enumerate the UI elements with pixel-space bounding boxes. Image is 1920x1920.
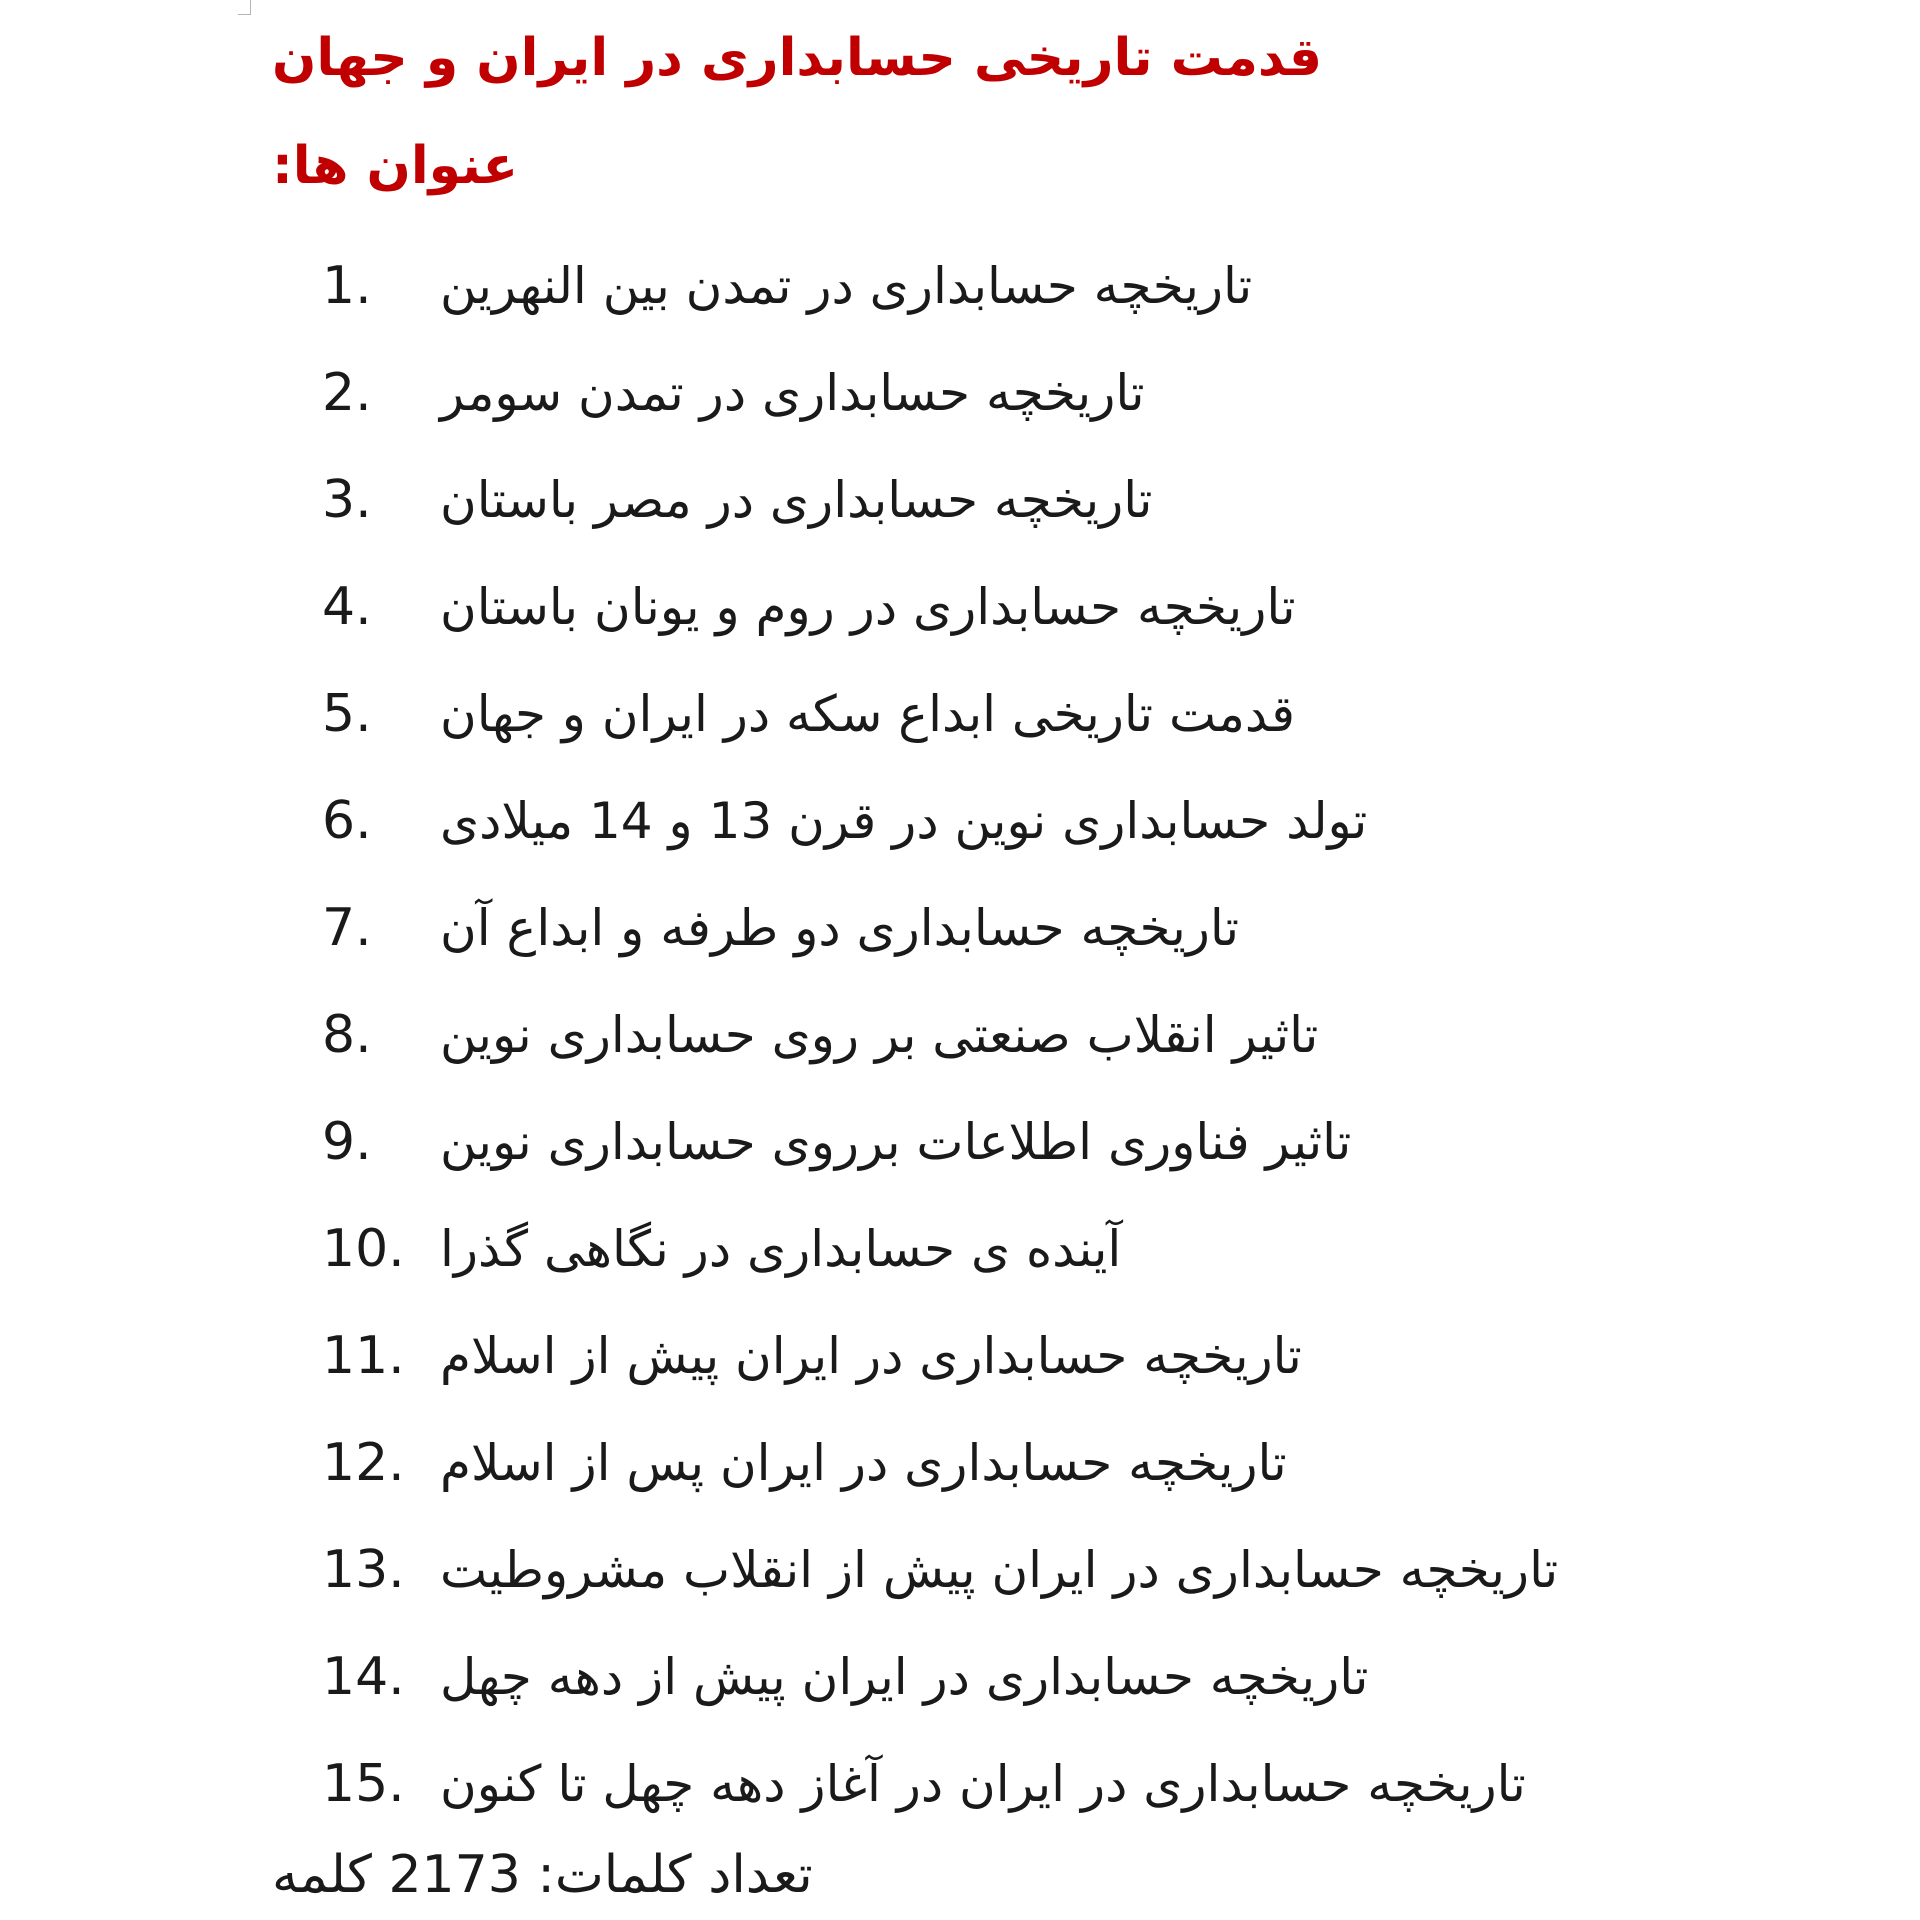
list-item-number: 11. (322, 1325, 405, 1386)
list-item-number: 15. (322, 1753, 405, 1814)
list-item-number: 2. (322, 362, 372, 423)
list-item-text: تاریخچه حسابداری در تمدن بین النهرین (440, 256, 1253, 315)
list-item-text: تاریخچه حسابداری در ایران پیش از دهه چهل (440, 1647, 1369, 1706)
list-item-text: تاریخچه حسابداری در ایران پیش از انقلاب مشروطیت (440, 1540, 1559, 1599)
word-count: تعداد کلمات: 2173 کلمه (272, 1845, 813, 1905)
list-item-text: تاریخچه حسابداری در ایران پیش از اسلام (440, 1326, 1302, 1385)
list-item (322, 767, 1558, 874)
list-item-text: تاثیر انقلاب صنعتی بر روی حسابداری نوین (440, 1005, 1319, 1064)
list-item (322, 981, 1558, 1088)
list-item-number: 14. (322, 1646, 405, 1707)
list-item-text: تولد حسابداری نوین در قرن 13 و 14 میلادی (440, 791, 1368, 850)
list-item (322, 660, 1558, 767)
list-item-number: 7. (322, 897, 372, 958)
list-item-number: 9. (322, 1111, 372, 1172)
list-item (322, 1730, 1558, 1837)
list-item (322, 553, 1558, 660)
list-item (322, 1302, 1558, 1409)
page-corner-mark (238, 0, 251, 15)
document-title: قدمت تاریخی حسابداری در ایران و جهان (272, 28, 1323, 88)
list-item (322, 1623, 1558, 1730)
list-item-number: 13. (322, 1539, 405, 1600)
list-item-text: تاریخچه حسابداری در روم و یونان باستان (440, 577, 1296, 636)
list-item-number: 10. (322, 1218, 405, 1279)
list-item-text: تاریخچه حسابداری در ایران پس از اسلام (440, 1433, 1287, 1492)
list-item-number: 3. (322, 469, 372, 530)
list-item-number: 6. (322, 790, 372, 851)
list-item-number: 5. (322, 683, 372, 744)
list-item-text: تاریخچه حسابداری در ایران در آغاز دهه چهل تا کنون (440, 1754, 1526, 1813)
list-item (322, 1088, 1558, 1195)
list-item-text: تاریخچه حسابداری دو طرفه و ابداع آن (440, 898, 1240, 957)
list-item (322, 446, 1558, 553)
list-item-text: تاریخچه حسابداری در مصر باستان (440, 470, 1153, 529)
list-item-text: قدمت تاریخی ابداع سکه در ایران و جهان (440, 684, 1296, 743)
list-item-number: 8. (322, 1004, 372, 1065)
list-item-number: 4. (322, 576, 372, 637)
list-item (322, 1516, 1558, 1623)
list-item (322, 874, 1558, 981)
list-item-text: آینده ی حسابداری در نگاهی گذرا (440, 1219, 1122, 1278)
headings-list (322, 232, 1558, 1837)
list-item-text: تاثیر فناوری اطلاعات برروی حسابداری نوین (440, 1112, 1352, 1171)
headings-label: عنوان ها: (272, 136, 519, 196)
list-item (322, 1195, 1558, 1302)
list-item (322, 232, 1558, 339)
list-item-number: 12. (322, 1432, 405, 1493)
list-item-text: تاریخچه حسابداری در تمدن سومر (440, 363, 1145, 422)
list-item (322, 339, 1558, 446)
list-item (322, 1409, 1558, 1516)
list-item-number: 1. (322, 255, 372, 316)
